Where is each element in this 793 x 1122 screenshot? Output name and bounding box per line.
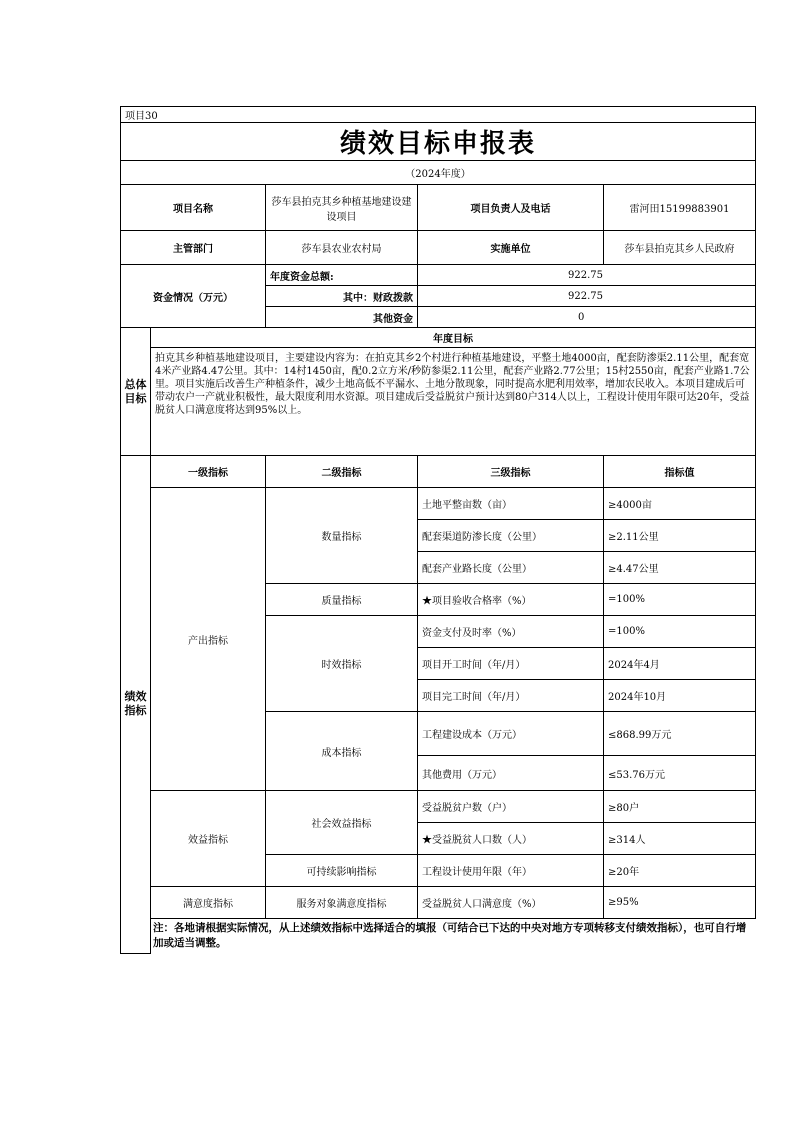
goal-label: 总体目标 xyxy=(121,328,151,456)
indicator-value: ≥4000亩 xyxy=(604,488,756,520)
indicator-value: ≥80户 xyxy=(604,791,756,823)
goal-text: 拍克其乡种植基地建设项目，主要建设内容为：在拍克其乡2个村进行种植基地建设，平整土地4000亩，配套防渗渠2.11公里，配套宽4米产业路4.47公里。其中：14村1450亩，配0.2立方米/秒防参渠2.11公里，配套产业路2.77公里；15村2550亩，配套产业路1.7公里。项目实施后改善生产种植条件，减少土地高低不平漏水、土地分散现象，同时提高水肥利用效率，增加农民收入。本项目建成后可带动农户一产就业积极性，最大限度利用水资源。项目建成后受益脱贫户预计达到80户314人以上，工程设计使用年限可达20年，受益脱贫人口满意度将达到95%以上。 xyxy=(151,348,756,456)
form-table xyxy=(120,106,756,954)
indicator-name: 其他费用（万元） xyxy=(418,756,604,791)
indicator-value: 2024年10月 xyxy=(604,680,756,712)
indicator-name: 受益脱贫人口满意度（%） xyxy=(418,887,604,919)
indicator-name: ★受益脱贫人口数（人） xyxy=(418,823,604,855)
indicator-name: 工程建设成本（万元） xyxy=(418,712,604,756)
service-indicator: 服务对象满意度指标 xyxy=(266,887,418,919)
indicator-value: ≤868.99万元 xyxy=(604,712,756,756)
owner-value: 雷河田15199883901 xyxy=(604,185,756,231)
indicator-name: 项目开工时间（年/月） xyxy=(418,648,604,680)
indicator-name: ★项目验收合格率（%） xyxy=(418,584,604,616)
quantity-indicator: 数量指标 xyxy=(266,488,418,584)
indicator-name: 土地平整亩数（亩） xyxy=(418,488,604,520)
sustain-indicator: 可持续影响指标 xyxy=(266,855,418,887)
funds-label: 资金情况（万元） xyxy=(121,265,266,328)
indicator-value: 2024年4月 xyxy=(604,648,756,680)
impl-value: 莎车县拍克其乡人民政府 xyxy=(604,231,756,265)
col-value: 指标值 xyxy=(604,456,756,488)
impl-label: 实施单位 xyxy=(418,231,604,265)
social-indicator: 社会效益指标 xyxy=(266,791,418,855)
indicator-value: ≥314人 xyxy=(604,823,756,855)
indicator-name: 项目完工时间（年/月） xyxy=(418,680,604,712)
project-name-label: 项目名称 xyxy=(121,185,266,231)
funds-fiscal-label: 其中：财政拨款 xyxy=(266,286,418,307)
owner-label: 项目负责人及电话 xyxy=(418,185,604,231)
page-title: 绩效目标申报表 xyxy=(121,123,756,161)
indicator-name: 配套产业路长度（公里） xyxy=(418,552,604,584)
funds-other-value: 0 xyxy=(418,307,756,328)
satisfaction-indicator: 满意度指标 xyxy=(151,887,266,919)
indicator-value: =100% xyxy=(604,584,756,616)
project-number: 项目30 xyxy=(121,107,756,123)
quality-indicator: 质量指标 xyxy=(266,584,418,616)
indicator-name: 配套渠道防渗长度（公里） xyxy=(418,520,604,552)
benefit-indicator: 效益指标 xyxy=(151,791,266,887)
indicator-value: ≥2.11公里 xyxy=(604,520,756,552)
output-indicator: 产出指标 xyxy=(151,488,266,791)
indicator-name: 工程设计使用年限（年） xyxy=(418,855,604,887)
project-name-value: 莎车县拍克其乡种植基地建设建设项目 xyxy=(266,185,418,231)
goal-header: 年度目标 xyxy=(151,328,756,348)
dept-label: 主管部门 xyxy=(121,231,266,265)
dept-value: 莎车县农业农村局 xyxy=(266,231,418,265)
funds-total-label: 年度资金总额: xyxy=(266,265,418,286)
indicator-value: ≥4.47公里 xyxy=(604,552,756,584)
year-label: （2024年度） xyxy=(121,161,756,185)
col-level3: 三级指标 xyxy=(418,456,604,488)
indicator-value: ≤53.76万元 xyxy=(604,756,756,791)
footnote: 注：各地请根据实际情况，从上述绩效指标中选择适合的填报（可结合已下达的中央对地方专项转移支付绩效指标），也可自行增加或适当调整。 xyxy=(151,919,756,954)
funds-fiscal-value: 922.75 xyxy=(418,286,756,307)
indicator-value: =100% xyxy=(604,616,756,648)
indicator-value: ≥20年 xyxy=(604,855,756,887)
timeliness-indicator: 时效指标 xyxy=(266,616,418,712)
indicators-label: 绩效指标 xyxy=(121,456,151,954)
col-level1: 一级指标 xyxy=(151,456,266,488)
funds-total-value: 922.75 xyxy=(418,265,756,286)
col-level2: 二级指标 xyxy=(266,456,418,488)
funds-other-label: 其他资金 xyxy=(266,307,418,328)
indicator-name: 受益脱贫户数（户） xyxy=(418,791,604,823)
indicator-value: ≥95% xyxy=(604,887,756,919)
indicator-name: 资金支付及时率（%） xyxy=(418,616,604,648)
cost-indicator: 成本指标 xyxy=(266,712,418,791)
performance-form xyxy=(120,106,755,954)
